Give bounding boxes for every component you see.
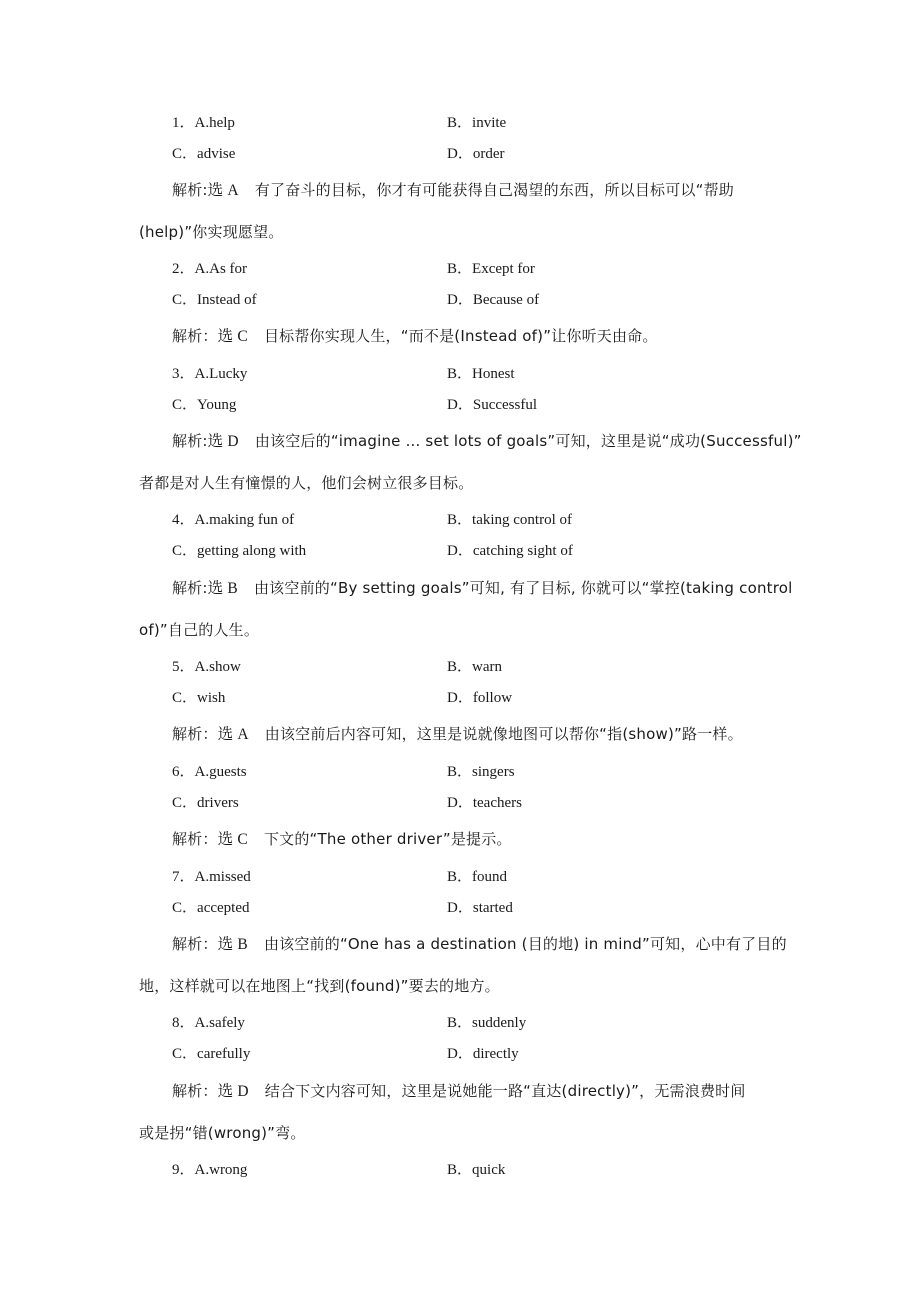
- number-separator: ．: [179, 1162, 195, 1178]
- option-letter-separator: ．: [457, 900, 473, 916]
- option-text: quick: [472, 1162, 506, 1178]
- question-5-option-a: [172, 657, 241, 677]
- option-text: found: [472, 869, 508, 885]
- option-text: help: [209, 115, 235, 131]
- option-letter: D: [447, 146, 458, 162]
- option-letter-separator: ．: [457, 512, 473, 528]
- option-letter-separator: ．: [457, 292, 473, 308]
- option-letter: A.: [194, 659, 210, 675]
- question-1-option-c: [172, 144, 235, 164]
- question-7-option-d: [447, 898, 513, 918]
- explanation-text: 由该空前的“By setting goals”可知, 有了目标, 你就可以“掌控(taking control: [253, 579, 793, 597]
- option-text: follow: [472, 690, 513, 706]
- question-8-option-c: [172, 1044, 250, 1064]
- question-7-explanation-continued: 地，这样就可以在地图上“找到(found)”要去的地方。: [139, 977, 500, 995]
- answer-choice: 选 B: [207, 580, 238, 597]
- question-3-explanation-continued: 者都是对人生有憧憬的人，他们会树立很多目标。: [139, 474, 474, 492]
- question-1-explanation: [172, 180, 784, 201]
- question-2-option-c: [172, 290, 257, 310]
- option-text: suddenly: [472, 1015, 527, 1031]
- question-3-explanation: [172, 431, 802, 452]
- option-text: directly: [472, 1046, 519, 1062]
- option-text: Instead of: [197, 292, 257, 308]
- question-5-explanation: [172, 724, 784, 745]
- question-6-option-d: [447, 793, 522, 813]
- option-letter: B: [447, 869, 458, 885]
- explanation-label: 解析：: [172, 1082, 218, 1100]
- option-letter-separator: ．: [457, 366, 473, 382]
- question-number: 4: [172, 512, 180, 528]
- question-7-option-a: [172, 867, 251, 887]
- question-7-option-c: [172, 898, 250, 918]
- option-text: accepted: [197, 900, 250, 916]
- option-letter-separator: ．: [182, 900, 198, 916]
- question-3-option-a: [172, 364, 247, 384]
- option-text: show: [209, 659, 241, 675]
- option-letter: A.: [194, 512, 210, 528]
- option-letter: C: [172, 900, 183, 916]
- question-5-option-d: [447, 688, 512, 708]
- option-letter: D: [447, 397, 458, 413]
- option-letter-separator: ．: [182, 690, 198, 706]
- question-number: 5: [172, 659, 180, 675]
- option-letter: A.: [194, 261, 210, 277]
- explanation-text: 有了奋斗的目标，你才有可能获得自己渴望的东西，所以目标可以“帮助: [254, 181, 735, 199]
- option-letter: B: [447, 115, 458, 131]
- question-number: 3: [172, 366, 180, 382]
- option-letter-separator: ．: [457, 795, 473, 811]
- option-letter: D: [447, 292, 458, 308]
- question-1-option-b: [447, 113, 506, 133]
- option-letter: B: [447, 659, 458, 675]
- option-letter: C: [172, 146, 183, 162]
- question-3-option-c: [172, 395, 236, 415]
- option-text: Lucky: [209, 366, 248, 382]
- question-4-option-b: [447, 510, 572, 530]
- option-text: warn: [472, 659, 503, 675]
- explanation-label: 解析:: [172, 181, 208, 199]
- question-number: 7: [172, 869, 180, 885]
- question-4-explanation-continued: of)”自己的人生。: [139, 621, 260, 639]
- option-letter: C: [172, 690, 183, 706]
- option-letter-separator: ．: [182, 1046, 198, 1062]
- question-1-option-a: [172, 113, 235, 133]
- question-1-option-d: [447, 144, 505, 164]
- question-8-option-a: [172, 1013, 245, 1033]
- option-letter: A.: [194, 115, 210, 131]
- option-letter-separator: ．: [457, 397, 473, 413]
- option-text: advise: [197, 146, 236, 162]
- number-separator: ．: [179, 1015, 195, 1031]
- number-separator: ．: [179, 869, 195, 885]
- option-text: Because of: [472, 292, 540, 308]
- option-letter: B: [447, 261, 458, 277]
- explanation-text: 由该空前后内容可知，这里是说就像地图可以帮你“指(show)”路一样。: [264, 725, 743, 743]
- option-letter: D: [447, 543, 458, 559]
- question-4-option-c: [172, 541, 306, 561]
- option-text: Honest: [472, 366, 515, 382]
- option-letter-separator: ．: [457, 690, 473, 706]
- question-number: 9: [172, 1162, 180, 1178]
- answer-choice: 选 A: [207, 182, 239, 199]
- question-number: 8: [172, 1015, 180, 1031]
- option-text: catching sight of: [472, 543, 573, 559]
- option-letter: A.: [194, 366, 210, 382]
- option-letter: B: [447, 1015, 458, 1031]
- option-text: Except for: [472, 261, 535, 277]
- question-8-explanation-continued: 或是拐“错(wrong)”弯。: [139, 1124, 306, 1142]
- question-2-option-a: [172, 259, 247, 279]
- number-separator: ．: [179, 261, 195, 277]
- option-letter-separator: ．: [457, 1046, 473, 1062]
- option-text: missed: [209, 869, 251, 885]
- option-text: carefully: [197, 1046, 251, 1062]
- explanation-text: 结合下文内容可知，这里是说她能一路“直达(directly)”，无需浪费时间: [264, 1082, 746, 1100]
- answer-choice: 选 B: [217, 936, 248, 953]
- option-text: started: [472, 900, 513, 916]
- question-5-option-c: [172, 688, 225, 708]
- option-letter-separator: ．: [457, 146, 473, 162]
- question-9-option-b: [447, 1160, 505, 1180]
- question-3-option-b: [447, 364, 515, 384]
- option-text: As for: [209, 261, 248, 277]
- option-letter: C: [172, 795, 183, 811]
- option-letter: A.: [194, 869, 210, 885]
- option-letter: A.: [194, 1015, 210, 1031]
- question-number: 6: [172, 764, 180, 780]
- option-letter-separator: ．: [182, 397, 198, 413]
- answer-choice: 选 A: [217, 726, 249, 743]
- number-separator: ．: [179, 659, 195, 675]
- option-letter: B: [447, 512, 458, 528]
- option-letter-separator: ．: [182, 543, 198, 559]
- answer-choice: 选 C: [217, 328, 248, 345]
- question-6-option-c: [172, 793, 239, 813]
- explanation-label: 解析:: [172, 432, 208, 450]
- question-number: 1: [172, 115, 180, 131]
- option-text: Successful: [472, 397, 538, 413]
- question-9-option-a: [172, 1160, 247, 1180]
- option-letter: B: [447, 764, 458, 780]
- option-text: guests: [209, 764, 247, 780]
- option-text: invite: [472, 115, 507, 131]
- question-4-option-a: [172, 510, 294, 530]
- option-text: Young: [197, 397, 237, 413]
- option-text: teachers: [472, 795, 522, 811]
- option-letter: B: [447, 1162, 458, 1178]
- option-letter-separator: ．: [457, 1162, 473, 1178]
- option-letter-separator: ．: [457, 1015, 473, 1031]
- option-text: wrong: [209, 1162, 248, 1178]
- option-text: singers: [472, 764, 515, 780]
- question-8-option-d: [447, 1044, 519, 1064]
- question-7-option-b: [447, 867, 507, 887]
- number-separator: ．: [179, 366, 195, 382]
- option-letter-separator: ．: [182, 795, 198, 811]
- option-letter: C: [172, 543, 183, 559]
- option-letter-separator: ．: [457, 869, 473, 885]
- question-2-explanation: [172, 326, 784, 347]
- option-letter-separator: ．: [457, 261, 473, 277]
- explanation-label: 解析：: [172, 327, 218, 345]
- explanation-label: 解析：: [172, 830, 218, 848]
- explanation-label: 解析：: [172, 725, 218, 743]
- answer-choice: 选 D: [207, 433, 239, 450]
- option-letter: A.: [194, 764, 210, 780]
- option-text: order: [472, 146, 505, 162]
- option-text: getting along with: [197, 543, 307, 559]
- question-7-explanation: [172, 934, 787, 955]
- option-letter-separator: ．: [457, 115, 473, 131]
- option-text: drivers: [197, 795, 239, 811]
- question-3-option-d: [447, 395, 537, 415]
- option-letter: C: [172, 1046, 183, 1062]
- option-letter-separator: ．: [182, 292, 198, 308]
- option-letter: C: [172, 397, 183, 413]
- option-text: wish: [197, 690, 226, 706]
- option-letter-separator: ．: [457, 764, 473, 780]
- question-5-option-b: [447, 657, 502, 677]
- option-letter: A.: [194, 1162, 210, 1178]
- answer-choice: 选 D: [217, 1083, 249, 1100]
- question-2-option-b: [447, 259, 535, 279]
- explanation-text: 目标帮你实现人生，“而不是(Instead of)”让你听天由命。: [263, 327, 658, 345]
- option-letter: D: [447, 795, 458, 811]
- answer-choice: 选 C: [217, 831, 248, 848]
- number-separator: ．: [179, 764, 195, 780]
- option-letter: D: [447, 690, 458, 706]
- option-letter-separator: ．: [457, 659, 473, 675]
- question-8-option-b: [447, 1013, 526, 1033]
- question-6-option-b: [447, 762, 515, 782]
- option-text: safely: [209, 1015, 245, 1031]
- explanation-label: 解析：: [172, 935, 218, 953]
- question-6-option-a: [172, 762, 247, 782]
- question-6-explanation: [172, 829, 784, 850]
- explanation-text: 由该空后的“imagine ... set lots of goals”可知，这里是说“成功(Successful)”: [254, 432, 802, 450]
- option-text: making fun of: [209, 512, 295, 528]
- question-4-option-d: [447, 541, 573, 561]
- question-number: 2: [172, 261, 180, 277]
- explanation-text: 由该空前的“One has a destination (目的地) in mind”可知，心中有了目的: [263, 935, 787, 953]
- number-separator: ．: [179, 115, 195, 131]
- option-letter: B: [447, 366, 458, 382]
- question-2-option-d: [447, 290, 539, 310]
- option-letter-separator: ．: [182, 146, 198, 162]
- option-text: taking control of: [472, 512, 573, 528]
- option-letter: D: [447, 900, 458, 916]
- question-4-explanation: [172, 578, 793, 599]
- explanation-label: 解析:: [172, 579, 208, 597]
- question-1-explanation-continued: (help)”你实现愿望。: [139, 223, 284, 241]
- explanation-text: 下文的“The other driver”是提示。: [263, 830, 512, 848]
- option-letter: D: [447, 1046, 458, 1062]
- number-separator: ．: [179, 512, 195, 528]
- option-letter: C: [172, 292, 183, 308]
- option-letter-separator: ．: [457, 543, 473, 559]
- question-8-explanation: [172, 1081, 784, 1102]
